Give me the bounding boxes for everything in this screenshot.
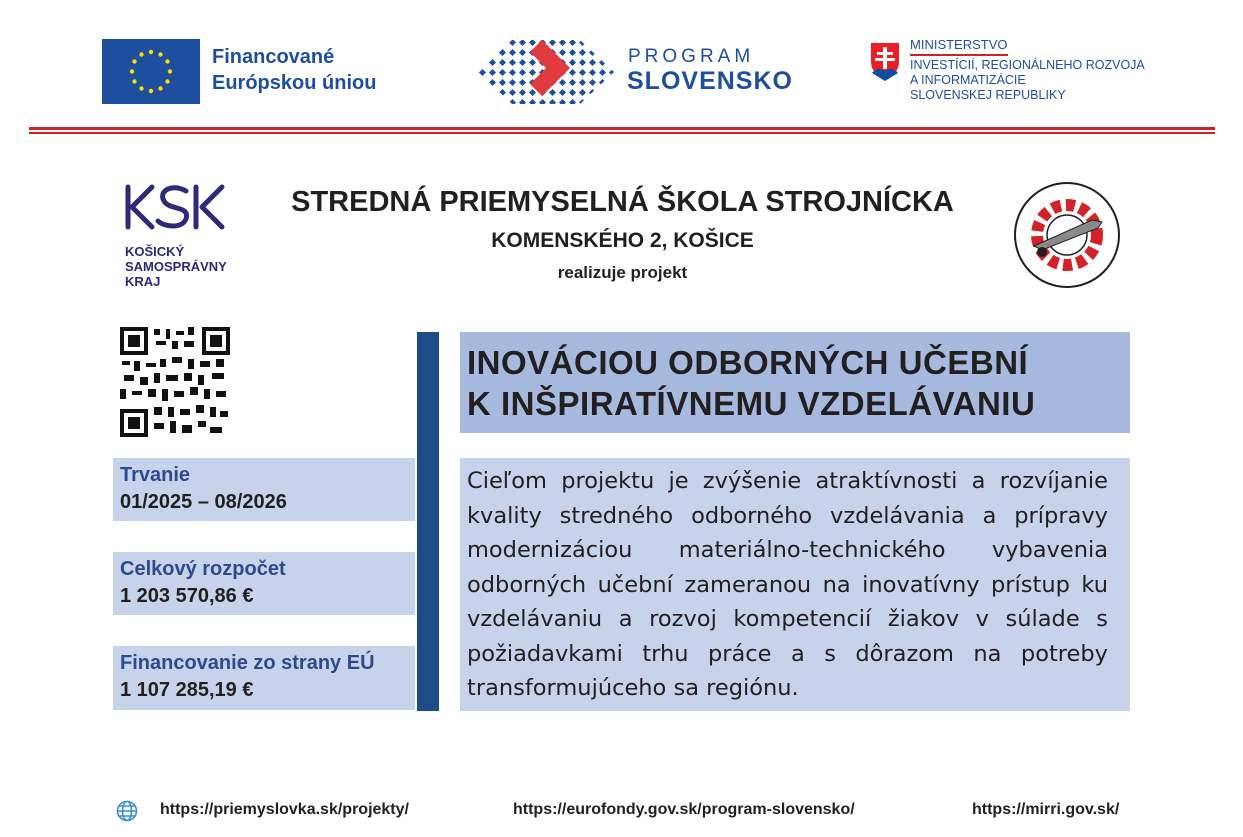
- total-budget-box: [113, 552, 415, 615]
- eu-label-line1: Financované: [212, 46, 335, 68]
- ministry-line1: INVESTÍCIÍ, REGIONÁLNEHO ROZVOJA: [910, 58, 1145, 72]
- school-address: KOMENSKÉHO 2, KOŠICE: [491, 229, 754, 252]
- school-projects-link[interactable]: https://priemyslovka.sk/projekty/: [160, 801, 409, 818]
- header-divider-thick: [29, 127, 1215, 130]
- project-description: Cieľom projektu je zvýšenie atraktívnosti a rozvíjanie kvality stredného odborného vzdelávania a prípravy modernizáciou materiálno-technického vybavenia odborných učební zameranou na inovatívny prístup ku vzdelávaniu a rozvoj kompetencií žiakov v súlade s požiadavkami trhu práce a s dôrazom na potreby transformujúceho sa regiónu.: [467, 468, 1108, 701]
- ministry-line3: SLOVENSKEJ REPUBLIKY: [910, 88, 1066, 102]
- eu-funding-box: [113, 646, 415, 710]
- ministry-line2: A INFORMATIZÁCIE: [910, 73, 1026, 87]
- total-budget-label: Celkový rozpočet: [120, 558, 286, 580]
- header-divider-thin: [29, 132, 1215, 134]
- eu-flag: [102, 39, 200, 104]
- program-label-bottom: SLOVENSKO: [627, 67, 793, 95]
- eu-stars-icon: [102, 39, 200, 104]
- vertical-accent-bar: [417, 332, 439, 711]
- ksk-line2: SAMOSPRÁVNY: [125, 259, 227, 274]
- project-title-line2: K INŠPIRATÍVNEMU VZDELÁVANIU: [467, 385, 1036, 422]
- ksk-label: [125, 244, 227, 289]
- slovak-coat-of-arms-icon: [868, 40, 902, 82]
- ksk-line1: KOŠICKÝ: [125, 244, 185, 259]
- qr-code[interactable]: [120, 327, 230, 437]
- duration-label: Trvanie: [120, 464, 191, 486]
- project-title-line1: INOVÁCIOU ODBORNÝCH UČEBNÍ: [467, 344, 1029, 381]
- project-description-box: [460, 458, 1130, 711]
- duration-box: [113, 458, 415, 521]
- eu-funding-amount-label: Financovanie zo strany EÚ: [120, 652, 375, 674]
- school-emblem-icon: [1012, 180, 1122, 290]
- ministry-title: MINISTERSTVO: [910, 37, 1008, 56]
- eu-label-line2: Európskou úniou: [212, 72, 377, 94]
- project-title-box: [460, 332, 1130, 433]
- realizes-project-label: realizuje projekt: [557, 263, 688, 282]
- program-label-top: PROGRAM: [628, 46, 755, 67]
- eu-funding-value: 1 107 285,19 €: [120, 679, 254, 701]
- ministry-name: [910, 58, 1160, 103]
- ksk-line3: KRAJ: [125, 274, 161, 289]
- school-name: STREDNÁ PRIEMYSELNÁ ŠKOLA STROJNÍCKA: [291, 186, 954, 218]
- mirri-link[interactable]: https://mirri.gov.sk/: [972, 801, 1120, 818]
- eu-funding-label: [212, 44, 376, 96]
- total-budget-value: 1 203 570,86 €: [120, 585, 254, 607]
- duration-value: 01/2025 – 08/2026: [120, 491, 287, 513]
- eurofondy-link[interactable]: https://eurofondy.gov.sk/program-slovensko/: [513, 801, 855, 818]
- globe-icon: [116, 800, 138, 822]
- ksk-logo-icon: [124, 183, 228, 231]
- program-slovensko-mark-icon: [478, 38, 614, 106]
